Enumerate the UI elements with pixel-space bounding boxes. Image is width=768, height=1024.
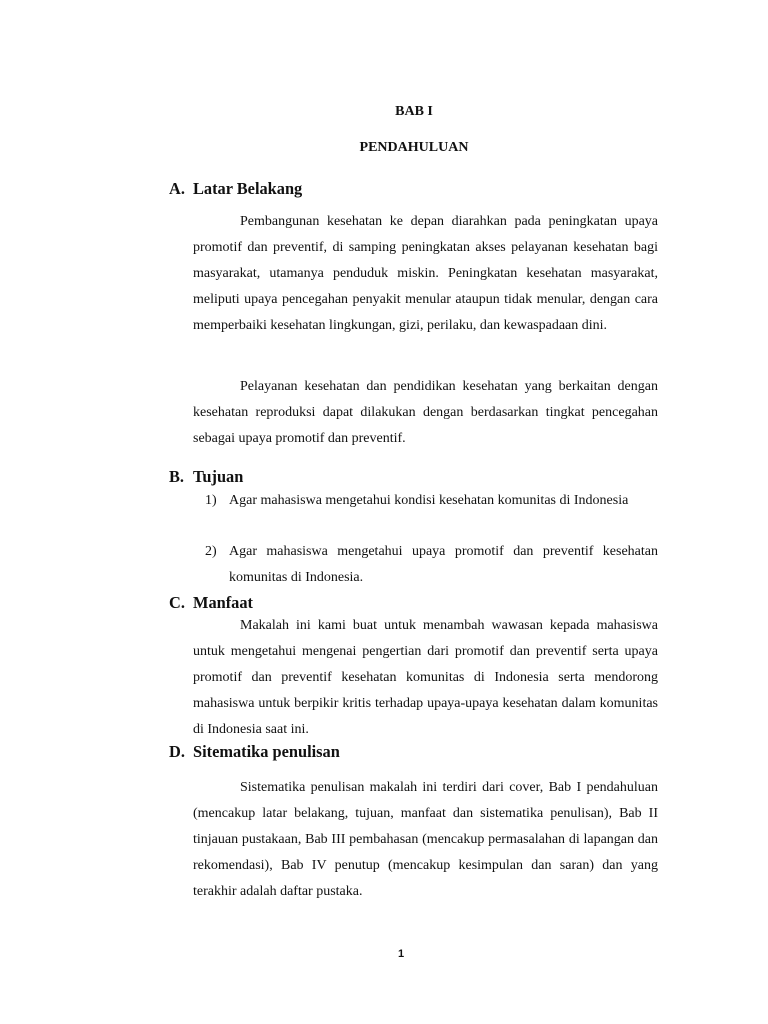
list-item-tujuan-1 <box>205 488 658 514</box>
paragraph-latar-belakang-2: Pelayanan kesehatan dan pendidikan kesehatan yang berkaitan dengan kesehatan reproduksi dapat dilakukan dengan berdasarkan tingkat pencegahan sebagai upaya promotif dan preventif. <box>193 379 658 446</box>
section-heading-tujuan <box>169 467 243 487</box>
section-heading-latar-belakang <box>169 179 302 199</box>
section-title: Sitematika penulisan <box>193 742 340 761</box>
section-heading-manfaat <box>169 593 253 613</box>
section-letter: B. <box>169 467 185 486</box>
list-text: Agar mahasiswa mengetahui upaya promotif dan preventif kesehatan komunitas di Indonesia. <box>229 544 658 585</box>
section-letter: C. <box>169 593 185 612</box>
paragraph-manfaat: Makalah ini kami buat untuk menambah wawasan kepada mahasiswa untuk mengetahui mengenai pengertian dari promotif dan preventif serta upaya promotif dan preventif kesehatan komunitas di Indonesia serta mendorong mahasiswa untuk berpikir kritis terhadap upaya-upaya kesehatan dalam komunitas di Indonesia saat ini. <box>193 618 658 737</box>
section-title: Tujuan <box>193 467 244 486</box>
chapter-title: BAB I <box>395 104 433 119</box>
section-title: Latar Belakang <box>193 179 303 198</box>
section-letter: D. <box>169 742 185 761</box>
paragraph-latar-belakang-1: Pembangunan kesehatan ke depan diarahkan pada peningkatan upaya promotif dan preventif, di samping peningkatan akses pelayanan kesehatan bagi masyarakat, utamanya penduduk miskin. Peningkatan kesehatan masyarakat, meliputi upaya pencegahan penyakit menular ataupun tidak menular, dengan cara memperbaiki kesehatan lingkungan, gizi, perilaku, dan kewaspadaan dini. <box>193 214 658 333</box>
list-number: 2) <box>205 544 217 559</box>
section-letter: A. <box>169 179 185 198</box>
list-number: 1) <box>205 493 217 508</box>
page-number: 1 <box>397 948 405 960</box>
paragraph-sistematika: Sistematika penulisan makalah ini terdiri dari cover, Bab I pendahuluan (mencakup latar belakang, tujuan, manfaat dan sistematika penulisan), Bab II tinjauan pustakaan, Bab III pembahasan (mencakup permasalahan di lapangan dan rekomendasi), Bab IV penutup (mencakup kesimpulan dan saran) dan yang terakhir adalah daftar pustaka. <box>193 780 658 899</box>
section-title: Manfaat <box>193 593 253 612</box>
list-item-tujuan-2 <box>205 539 658 591</box>
section-heading-sistematika <box>169 742 340 762</box>
chapter-subtitle: PENDAHULUAN <box>359 140 469 155</box>
list-text: Agar mahasiswa mengetahui kondisi kesehatan komunitas di Indonesia <box>229 493 629 508</box>
